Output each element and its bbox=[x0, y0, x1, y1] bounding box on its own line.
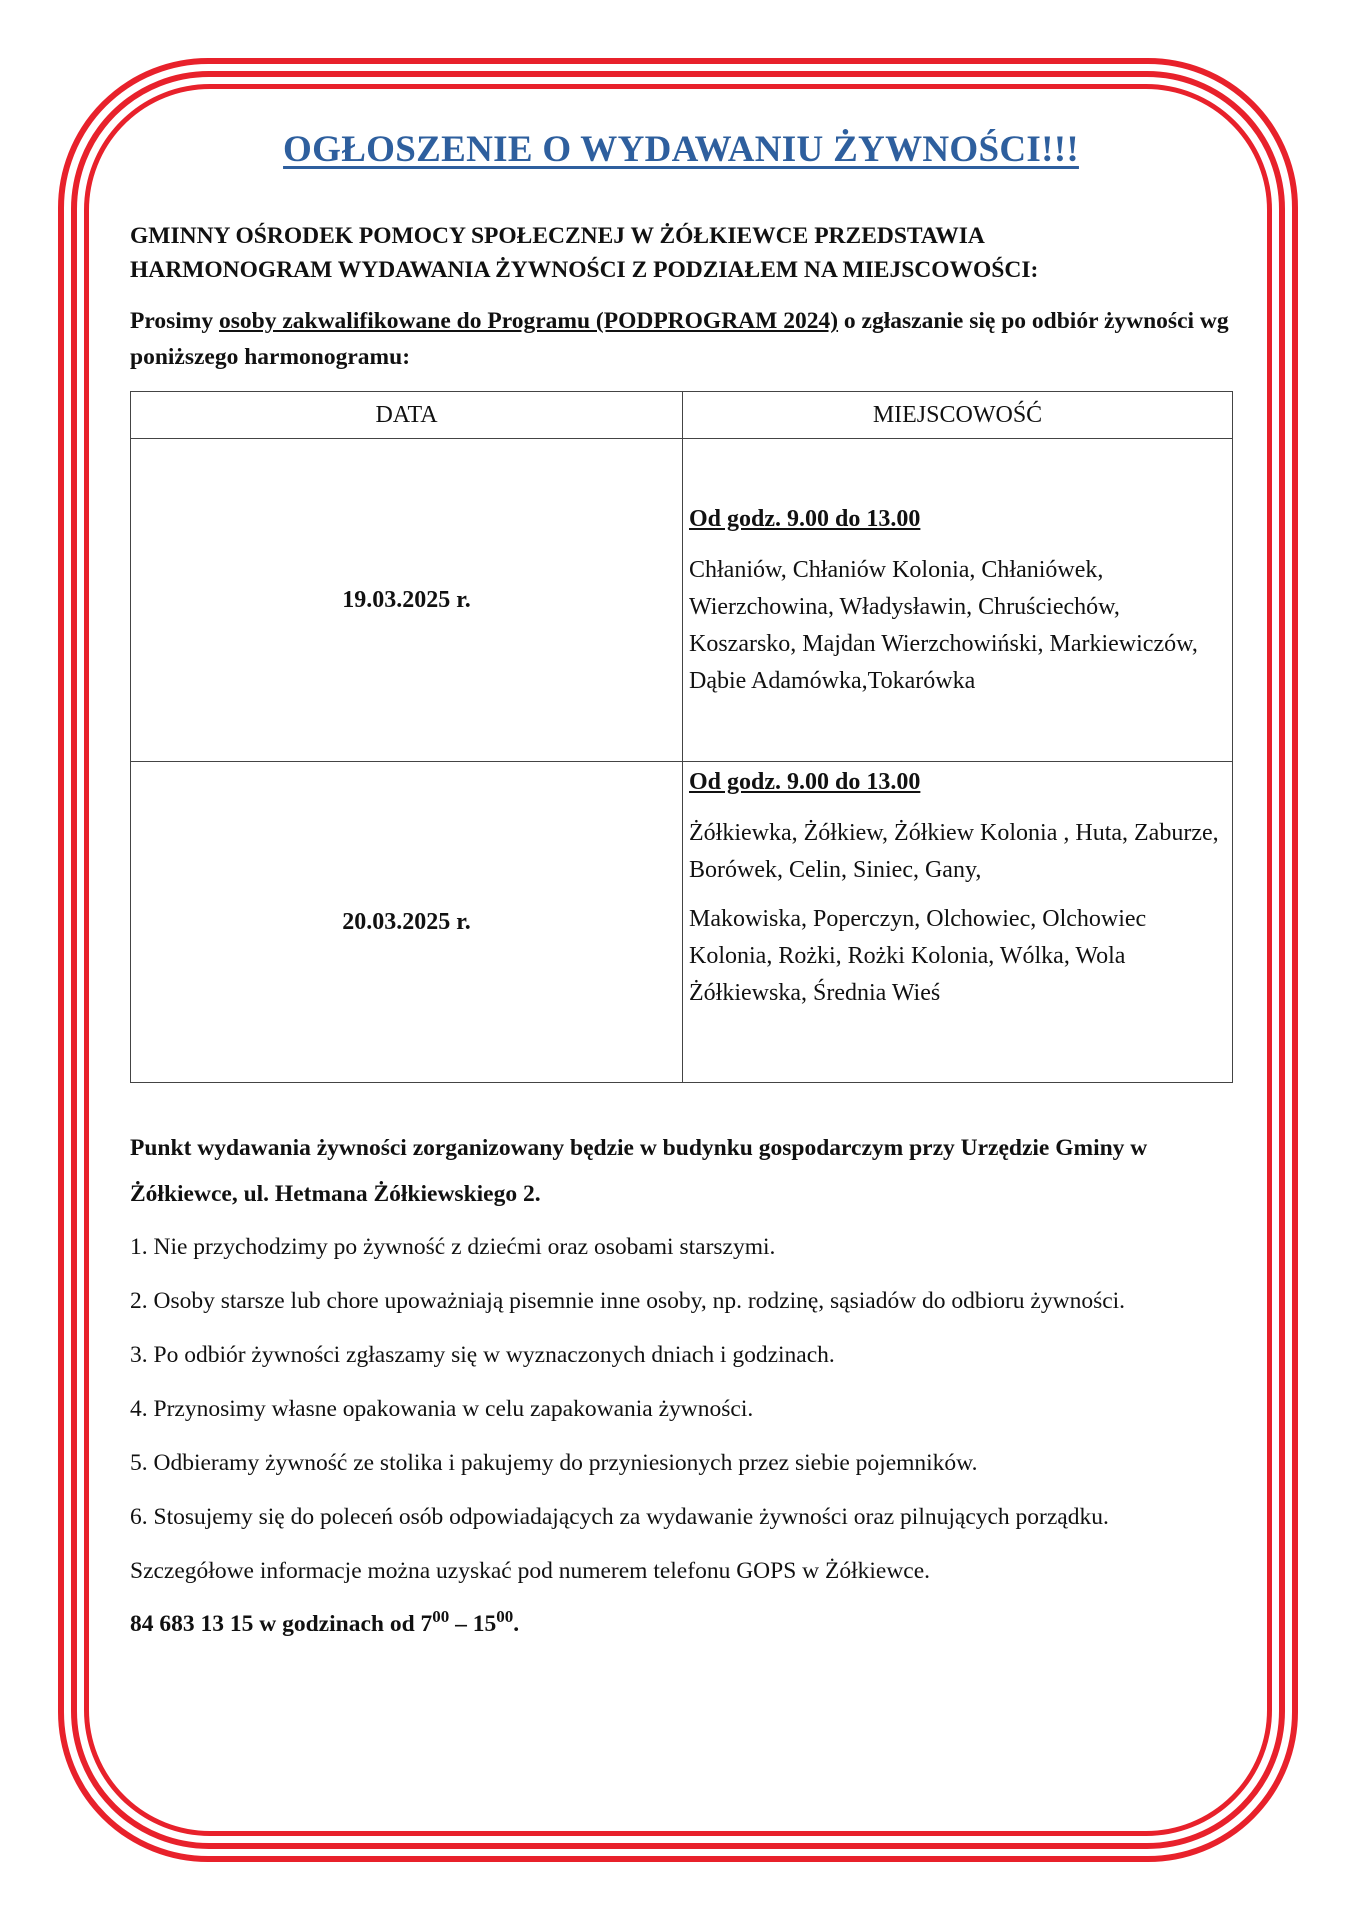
rule-item: 3. Po odbiór żywności zgłaszamy się w wyznaczonych dniach i godzinach. bbox=[130, 1342, 835, 1368]
hours-label: Od godz. 9.00 do 13.00 bbox=[689, 505, 921, 532]
table-header-row bbox=[131, 392, 1233, 439]
hours-superscript: 00 bbox=[432, 1607, 450, 1626]
table-row bbox=[131, 762, 1233, 1083]
column-header-date: DATA bbox=[131, 392, 683, 439]
hours-dash: – 15 bbox=[449, 1610, 497, 1637]
rule-item: 5. Odbieramy żywność ze stolika i pakujemy do przyniesionych przez siebie pojemników. bbox=[130, 1450, 978, 1476]
request-program: osoby zakwalifikowane do Programu (PODPROGRAM 2024) bbox=[219, 308, 839, 334]
schedule-table bbox=[130, 391, 1233, 1083]
rules-list bbox=[130, 1229, 1232, 1590]
table-row bbox=[131, 439, 1233, 762]
rule-item: 4. Przynosimy własne opakowania w celu zapakowania żywności. bbox=[130, 1396, 754, 1422]
hours-superscript: 00 bbox=[496, 1607, 514, 1626]
intro-line: GMINNY OŚRODEK POMOCY SPOŁECZNEJ W ŻÓŁKIEWCE PRZEDSTAWIA bbox=[130, 223, 985, 249]
intro-line: HARMONOGRAM WYDAWANIA ŻYWNOŚCI Z PODZIAŁEM NA MIEJSCOWOŚCI: bbox=[130, 257, 1039, 283]
rule-item: 2. Osoby starsze lub chore upoważniają pisemnie inne osoby, np. rodzinę, sąsiadów do odbioru żywności. bbox=[130, 1288, 1126, 1314]
request-suffix: o zgłaszanie się po odbiór żywności wg poniższego harmonogramu: bbox=[130, 308, 1229, 370]
info-text: Szczegółowe informacje można uzyskać pod numerem telefonu GOPS w Żółkiewce. bbox=[130, 1558, 931, 1584]
column-header-location: MIEJSCOWOŚĆ bbox=[683, 392, 1233, 439]
places-list: Makowiska, Poperczyn, Olchowiec, Olchowiec Kolonia, Rożki, Rożki Kolonia, Wólka, Wola Żółkiewska, Średnia Wieś bbox=[689, 906, 1147, 1006]
date-cell: 20.03.2025 r. bbox=[131, 762, 683, 1083]
intro-heading bbox=[130, 219, 1232, 287]
location-cell bbox=[683, 762, 1233, 1083]
request-prefix: Prosimy bbox=[130, 308, 219, 334]
request-paragraph bbox=[130, 303, 1232, 375]
phone-end: . bbox=[513, 1610, 520, 1637]
date-cell: 19.03.2025 r. bbox=[131, 439, 683, 762]
rule-item: 1. Nie przychodzimy po żywność z dziećmi oraz osobami starszymi. bbox=[130, 1234, 776, 1260]
rule-item: 6. Stosujemy się do poleceń osób odpowiadających za wydawanie żywności oraz pilnujących porządku. bbox=[130, 1504, 1109, 1530]
places-list: Chłaniów, Chłaniów Kolonia, Chłaniówek, Wierzchowina, Władysławin, Chruściechów, Koszarsko, Majdan Wierzchowiński, Markiewiczów, Dąbie Adamówka,Tokarówka bbox=[689, 556, 1198, 694]
page-title: OGŁOSZENIE O WYDAWANIU ŻYWNOŚCI!!! bbox=[283, 129, 1079, 170]
distribution-point: Punkt wydawania żywności zorganizowany będzie w budynku gospodarczym przy Urzędzie Gminy w Żółkiewce, ul. Hetmana Żółkiewskiego 2. bbox=[130, 1135, 1148, 1207]
places-list: Żółkiewka, Żółkiew, Żółkiew Kolonia , Huta, Zaburze, Borówek, Celin, Siniec, Gany, bbox=[689, 820, 1219, 883]
hours-label: Od godz. 9.00 do 13.00 bbox=[689, 769, 921, 795]
phone-hours bbox=[130, 1607, 1232, 1638]
location-cell bbox=[683, 439, 1233, 762]
announcement bbox=[130, 128, 1232, 1638]
phone-number: 84 683 13 15 w godzinach od 7 bbox=[130, 1610, 433, 1637]
